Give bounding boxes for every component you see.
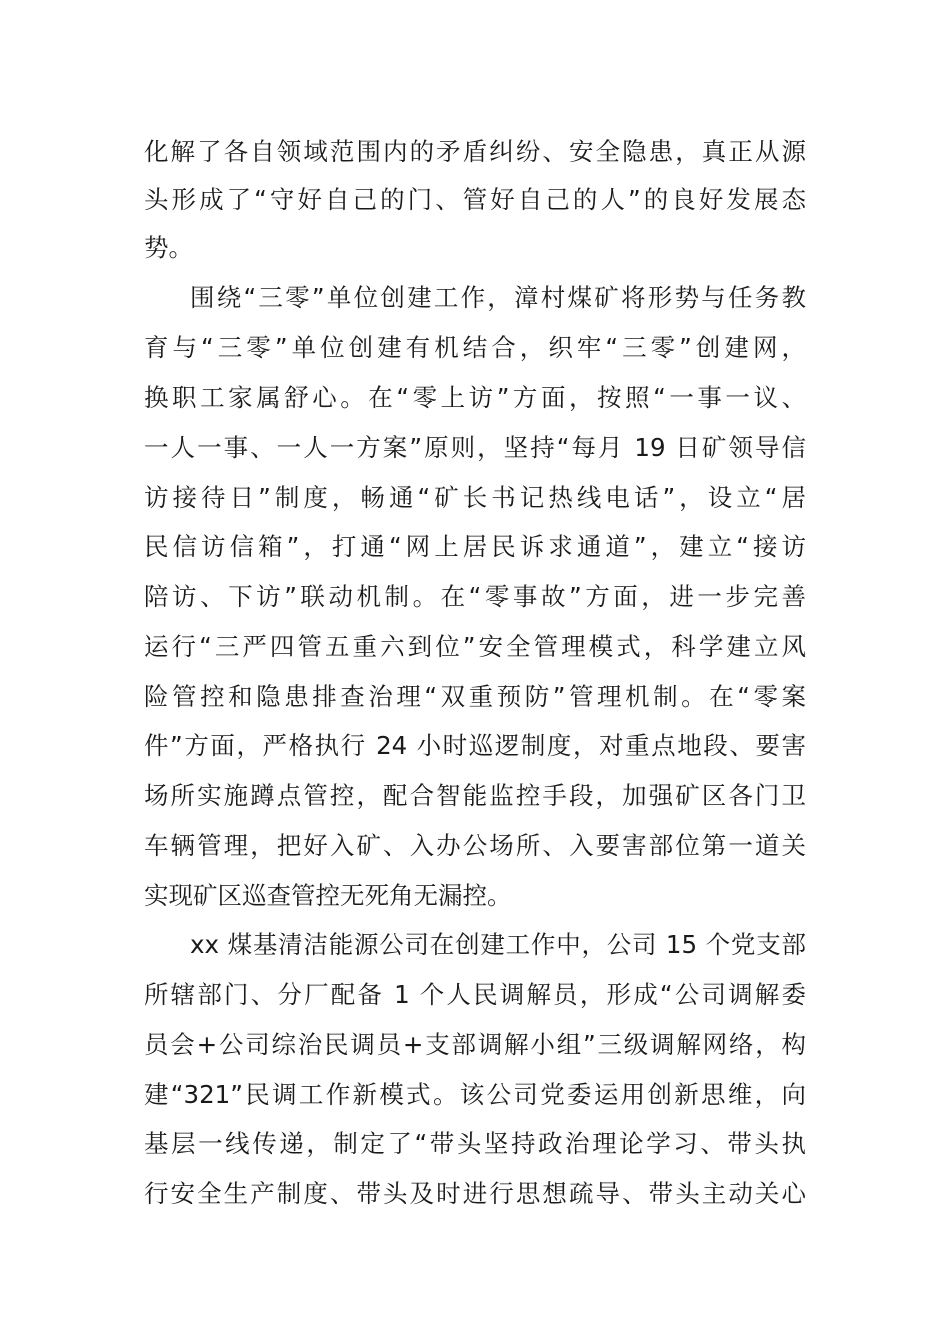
text-line: 所辖部门、分厂配备 1 个人民调解员，形成“公司调解委 <box>144 980 806 1009</box>
text-line: 一人一事、一人一方案”原则，坚持“每月 19 日矿领导信 <box>144 433 806 462</box>
text-line: 基层一线传递，制定了“带头坚持政治理论学习、带头执 <box>144 1129 806 1158</box>
paragraph-first-line: 围绕“三零”单位创建工作，漳村煤矿将形势与任务教 <box>190 283 806 312</box>
text-line: 实现矿区巡查管控无死角无漏控。 <box>144 881 512 910</box>
text-line: 换职工家属舒心。在“零上访”方面，按照“一事一议、 <box>144 383 806 412</box>
text-line: 势。 <box>144 233 193 262</box>
text-line: 员会+公司综治民调员+支部调解小组”三级调解网络，构 <box>144 1030 806 1059</box>
text-line: 车辆管理，把好入矿、入办公场所、入要害部位第一道关 <box>144 831 806 860</box>
text-line: 场所实施蹲点管控，配合智能监控手段，加强矿区各门卫 <box>144 781 806 810</box>
text-line: 访接待日”制度，畅通“矿长书记热线电话”，设立“居 <box>144 483 806 512</box>
paragraph-first-line: xx 煤基清洁能源公司在创建工作中，公司 15 个党支部 <box>190 930 806 959</box>
text-line: 险管控和隐患排查治理“双重预防”管理机制。在“零案 <box>144 682 806 711</box>
text-line: 陪访、下访”联动机制。在“零事故”方面，进一步完善 <box>144 582 806 611</box>
text-line: 运行“三严四管五重六到位”安全管理模式，科学建立风 <box>144 632 806 661</box>
text-line: 育与“三零”单位创建有机结合，织牢“三零”创建网， <box>144 333 806 362</box>
text-line: 件”方面，严格执行 24 小时巡逻制度，对重点地段、要害 <box>144 731 806 760</box>
text-line: 行安全生产制度、带头及时进行思想疏导、带头主动关心 <box>144 1179 806 1208</box>
text-line: 头形成了“守好自己的门、管好自己的人”的良好发展态 <box>144 185 806 214</box>
text-line: 民信访信箱”，打通“网上居民诉求通道”，建立“接访 <box>144 532 806 561</box>
text-line: 化解了各自领域范围内的矛盾纠纷、安全隐患，真正从源 <box>144 137 806 166</box>
text-line: 建“321”民调工作新模式。该公司党委运用创新思维，向 <box>144 1080 806 1109</box>
